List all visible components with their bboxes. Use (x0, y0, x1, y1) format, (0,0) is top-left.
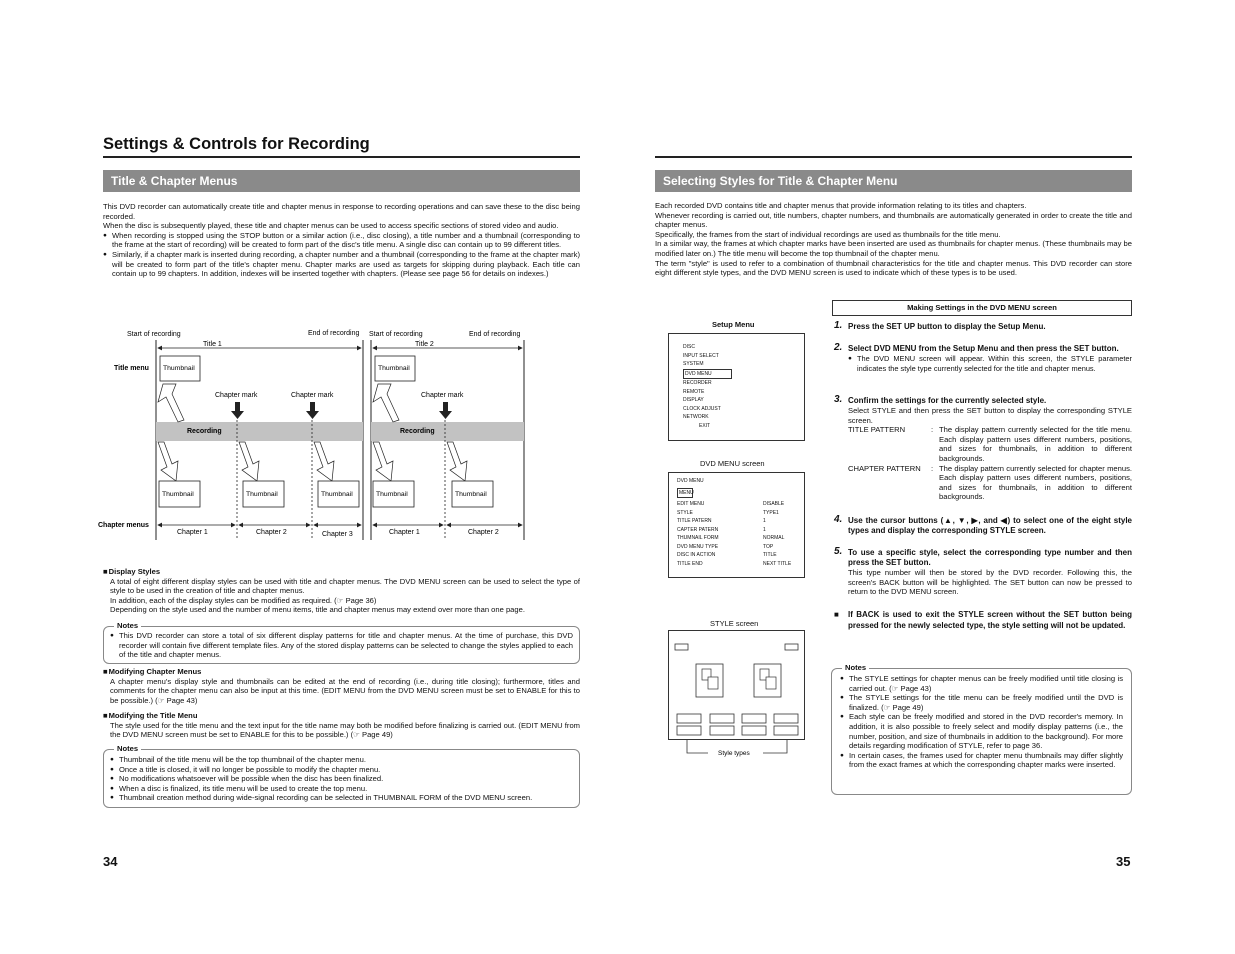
menu-item-selected: MENU (677, 488, 693, 499)
step-3 (834, 396, 1132, 502)
page-title: Settings & Controls for Recording (103, 135, 370, 153)
step-5 (834, 548, 1132, 597)
menu-row-value: TYPE1 (763, 509, 779, 516)
menu-row-key: TITLE END (677, 560, 703, 567)
menu-row-value: 1 (763, 526, 766, 533)
square-bullet: ■ (834, 610, 839, 619)
style-type-box (774, 714, 798, 723)
thumbnail-label: Thumbnail (162, 491, 194, 498)
step-heading: Press the SET UP button to display the Setup Menu. (848, 322, 1046, 331)
chapter-label: Chapter 2 (256, 529, 287, 536)
menu-item: RECORDER (683, 380, 712, 386)
modifying-title-section (103, 711, 580, 740)
style-corner-button (785, 644, 798, 650)
paragraph: A chapter menu's display style and thumbnails can be edited at the end of recording (i.e., during title closing); furthermore, titles and comments for the chapter menu can also be input at this time. (EDIT MENU from the DVD MENU screen must be set to ENABLE for this to be possible.) (☞ Page 43) (110, 676, 580, 705)
title-menu-label: Title menu (114, 365, 149, 372)
hollow-arrow (373, 442, 393, 481)
page-number-left: 34 (103, 854, 118, 869)
title1-label: Title 1 (203, 341, 222, 348)
menu-row-key: STYLE (677, 509, 693, 516)
dvd-menu-screen-label: DVD MENU screen (700, 459, 765, 468)
setup-menu-label: Setup Menu (712, 320, 755, 329)
note-item: ● Each style can be freely modified and stored in the DVD recorder's memory. In addition, it is also possible to freely select and modify display patterns (i.e., the number, position, and size of thumbnails in addition to the background). For more details regarding modification of STYLE, refer to page 36. (840, 712, 1123, 750)
menu-row-key: EDIT MENU (677, 501, 705, 507)
bullet-item: ● When recording is stopped using the STOP button or a similar action (i.e., disc closing), a title number and a thumbnail (corresponding to the frame at the start of recording) will be created to form part of the disc's title menu. A single disc can contain up to 99 different titles. (103, 231, 580, 250)
hollow-arrow (373, 384, 399, 422)
menu-row-value: NEXT TITLE (763, 560, 792, 567)
menu-item: REMOTE (683, 388, 705, 395)
step-body: This type number will then be stored by the DVD recorder. Following this, the screen's BACK button will be highlighted. The SET button can now be pressed to return to the DVD MENU screen. (848, 568, 1132, 597)
menu-item: DISPLAY (683, 397, 704, 403)
page-number-right: 35 (1116, 854, 1131, 869)
style-type-box (742, 726, 766, 735)
start-rec-label: Start of recording (369, 331, 423, 338)
intro-paragraph: In a similar way, the frames at which chapter marks have been inserted are used as thumbnails for chapter menus. (These thumbnails may be modified later on.) The title menu will become the top thumbnail of the chapter menu. (655, 239, 1132, 258)
right-intro (655, 201, 1132, 278)
style-type-box (677, 726, 701, 735)
chapter-label: Chapter 1 (177, 529, 208, 536)
notes-box (103, 621, 580, 664)
note-item: ● The STYLE settings for the title menu can be freely modified until the DVD is finalized. (☞ Page 49) (840, 693, 1123, 712)
notes-box (831, 663, 1132, 795)
menu-item: INPUT SELECT (683, 352, 719, 359)
step-number: 1. (834, 320, 843, 331)
intro-paragraph: This DVD recorder can automatically create title and chapter menus in response to recording operations and can save these to the disc being recorded. (103, 202, 580, 221)
intro-paragraph: The term "style" is used to refer to a combination of thumbnail characteristics for the title and chapter menus. This DVD recorder can store eight different style types, and the DVD MENU screen is used to indicate which of these types is to be used. (655, 258, 1132, 278)
menu-row-value: 1 (763, 518, 766, 524)
style-types-label: Style types (718, 750, 750, 757)
step-4 (834, 516, 1132, 536)
thumbnail-label: Thumbnail (455, 491, 487, 498)
intro-paragraph: Whenever recording is carried out, title numbers, chapter numbers, and thumbnails are automatically generated in order to create the title and chapter menus. (655, 210, 1132, 230)
menu-item: SYSTEM (683, 361, 704, 367)
right-section-banner: Selecting Styles for Title & Chapter Menu (655, 170, 1132, 192)
note-item: ● In certain cases, the frames used for chapter menu thumbnails may differ slightly from the exact frames at which the corresponding chapter marks were inserted. (840, 751, 1123, 770)
style-screen (668, 630, 806, 760)
recording-bar (371, 422, 524, 441)
chapter-label: Chapter 3 (322, 531, 353, 538)
note-item: ● When a disc is finalized, its title menu will be used to create the top menu. (110, 784, 573, 794)
menu-item: CLOCK ADJUST (683, 405, 721, 412)
back-note-text: If BACK is used to exit the STYLE screen without the SET button being pressed for the newly selected type, the style setting will not be updated. (848, 610, 1132, 630)
display-styles-section (103, 567, 580, 615)
menu-row-value: NORMAL (763, 535, 785, 541)
notes-label: Notes (842, 663, 869, 673)
section-heading: ■ Modifying the Title Menu (103, 711, 580, 721)
notes-label: Notes (114, 744, 141, 754)
menu-row-key: CAPTER PATERN (677, 526, 719, 533)
title2-label: Title 2 (415, 341, 434, 348)
start-rec-label: Start of recording (127, 331, 181, 338)
menu-row-value: TOP (763, 543, 774, 550)
style-type-box (710, 714, 734, 723)
chapter-mark-arrow (231, 402, 244, 419)
chapter-mark-arrow (306, 402, 319, 419)
chapter-mark-label: Chapter mark (421, 392, 464, 399)
thumbnail-label: Thumbnail (376, 491, 408, 498)
section-heading: ■ Display Styles (103, 567, 580, 577)
style-type-box (742, 714, 766, 723)
menu-header: DVD MENU (677, 478, 704, 484)
note-item: ● Thumbnail of the title menu will be the top thumbnail of the chapter menu. (110, 755, 573, 765)
step-number: 2. (834, 342, 843, 353)
intro-paragraph: When the disc is subsequently played, these title and chapter menus can be used to access specific sections of stored video and audio. (103, 221, 559, 231)
def-term: TITLE PATTERN (848, 425, 906, 435)
chapter-mark-arrow (439, 402, 452, 419)
dvd-menu-screen (668, 472, 805, 578)
style-type-box (710, 726, 734, 735)
hollow-arrow (158, 384, 184, 422)
hollow-arrow (447, 442, 467, 481)
hollow-arrow (314, 442, 334, 481)
paragraph: The style used for the title menu and the text input for the title name may both be modified before finalizing is carried out. (EDIT MENU from the DVD MENU screen must be set to ENABLE for this to be possible.) (☞ Page 49) (110, 720, 580, 740)
step-number: 3. (834, 394, 843, 405)
left-section-banner: Title & Chapter Menus (103, 170, 580, 192)
chapter-mark-label: Chapter mark (215, 392, 258, 399)
menu-item: DISC (683, 344, 695, 350)
menu-row-key: DVD MENU TYPE (677, 543, 719, 550)
menu-row-key: DISC IN ACTION (677, 552, 716, 558)
paragraph: A total of eight different display styles can be used with title and chapter menus. The DVD MENU screen can be used to select the type of style to be used in the creation of title and chapter menus. (110, 576, 580, 596)
back-note (834, 610, 1132, 631)
def-sep: : (931, 463, 934, 473)
step-heading: Select DVD MENU from the Setup Menu and then press the SET button. (848, 344, 1119, 353)
def-term: CHAPTER PATTERN (848, 463, 921, 473)
style-type-box (677, 714, 701, 723)
step-number: 5. (834, 546, 843, 557)
hollow-arrow (158, 442, 178, 481)
note-item: ● The STYLE settings for chapter menus can be freely modified until title closing is carried out. (☞ Page 43) (840, 674, 1123, 693)
paragraph: Depending on the style used and the number of menu items, title and chapter menus may extend over more than one page. (110, 605, 525, 615)
chapter-menus-label: Chapter menus (98, 522, 149, 529)
intro-paragraph: Specifically, the frames from the start of individual recordings are used as thumbnails for the title menu. (655, 229, 1001, 239)
menu-row-key: TITLE PATERN (677, 518, 712, 524)
hollow-arrow (239, 442, 259, 481)
def-desc: The display pattern currently selected for chapter menus. Each display pattern uses different numbers, positions, and sizes for thumbnails, in addition to different backgrounds. (939, 463, 1132, 502)
def-sep: : (931, 425, 934, 435)
paragraph: In addition, each of the display styles can be modified as required. (☞ Page 36) (110, 595, 377, 605)
chapter-label: Chapter 1 (389, 529, 420, 536)
menu-row-key: THUMNAIL FORM (677, 535, 719, 541)
section-heading: ■ Modifying Chapter Menus (103, 667, 580, 677)
style-screen-label: STYLE screen (710, 619, 759, 628)
step-heading: Confirm the settings for the currently selected style. (848, 396, 1047, 405)
notes-box (103, 744, 580, 808)
making-settings-heading: Making Settings in the DVD MENU screen (832, 300, 1132, 316)
end-rec-label: End of recording (469, 331, 521, 338)
thumbnail-label: Thumbnail (321, 491, 353, 498)
recording-label: Recording (400, 428, 435, 435)
right-top-rule (655, 156, 1132, 158)
step-2 (834, 344, 1132, 373)
note-item: ● This DVD recorder can store a total of six different display patterns for title and chapter menus. At the time of purchase, this DVD recorder will contain five different template files. Any of the stored display patterns can be selected to change the styles applied to each of the title and chapter menus. (110, 631, 573, 660)
menu-row-value: DISABLE (763, 501, 785, 507)
end-rec-label: End of recording (308, 330, 360, 337)
chapter-mark-label: Chapter mark (291, 392, 334, 399)
menu-item: EXIT (699, 422, 711, 429)
setup-menu-screen (668, 333, 805, 441)
step-bullet: ● The DVD MENU screen will appear. Within this screen, the STYLE parameter indicates the style type currently selected for the title and chapter menus. (848, 354, 1132, 373)
note-item: ● Thumbnail creation method during wide-signal recording can be selected in THUMBNAIL FORM of the DVD MENU screen. (110, 793, 573, 803)
modifying-chapter-section (103, 667, 580, 705)
menu-row-value: TITLE (763, 552, 777, 558)
thumbnail-label: Thumbnail (246, 491, 278, 498)
note-item: ● No modifications whatsoever will be possible when the disc has been finalized. (110, 774, 573, 784)
def-desc: The display pattern currently selected for the title menu. Each display pattern uses different numbers, positions, and sizes for thumbnails, in addition to different backgrounds. (939, 425, 1132, 463)
step-number: 4. (834, 514, 843, 525)
step-heading: To use a specific style, select the corresponding type number and then press the SET button. (848, 548, 1132, 567)
menu-item-selected: DVD MENU (683, 369, 732, 380)
thumbnail-label: Thumbnail (163, 365, 195, 372)
intro-paragraph: Each recorded DVD contains title and chapter menus that provide information relating to its titles and chapters. (655, 201, 1027, 210)
bullet-item: ● Similarly, if a chapter mark is inserted during recording, a chapter number and a thumbnail (corresponding to the frame at the chapter mark) will be created to form part of the title's chapter menu. Chapter marks are used as targets for skipping during playback. Each title can contain up to 99 chapters. In addition, indexes will be inserted together with chapters. (Please see page 56 for details on indexes.) (103, 250, 580, 279)
note-item: ● Once a title is closed, it will no longer be possible to modify the chapter menu. (110, 765, 573, 775)
step-body: Select STYLE and then press the SET button to display the corresponding STYLE screen. (848, 406, 1132, 425)
chapter-label: Chapter 2 (468, 529, 499, 536)
thumbnail-label: Thumbnail (378, 365, 410, 372)
menu-item: NETWORK (683, 414, 709, 420)
recording-label: Recording (187, 428, 222, 435)
step-heading: Use the cursor buttons (▲, ▼, ▶, and ◀) to select one of the eight style types and display the corresponding STYLE screen. (848, 516, 1132, 535)
notes-label: Notes (114, 621, 141, 631)
step-1 (834, 322, 1132, 332)
style-type-box (774, 726, 798, 735)
style-corner-button (675, 644, 688, 650)
